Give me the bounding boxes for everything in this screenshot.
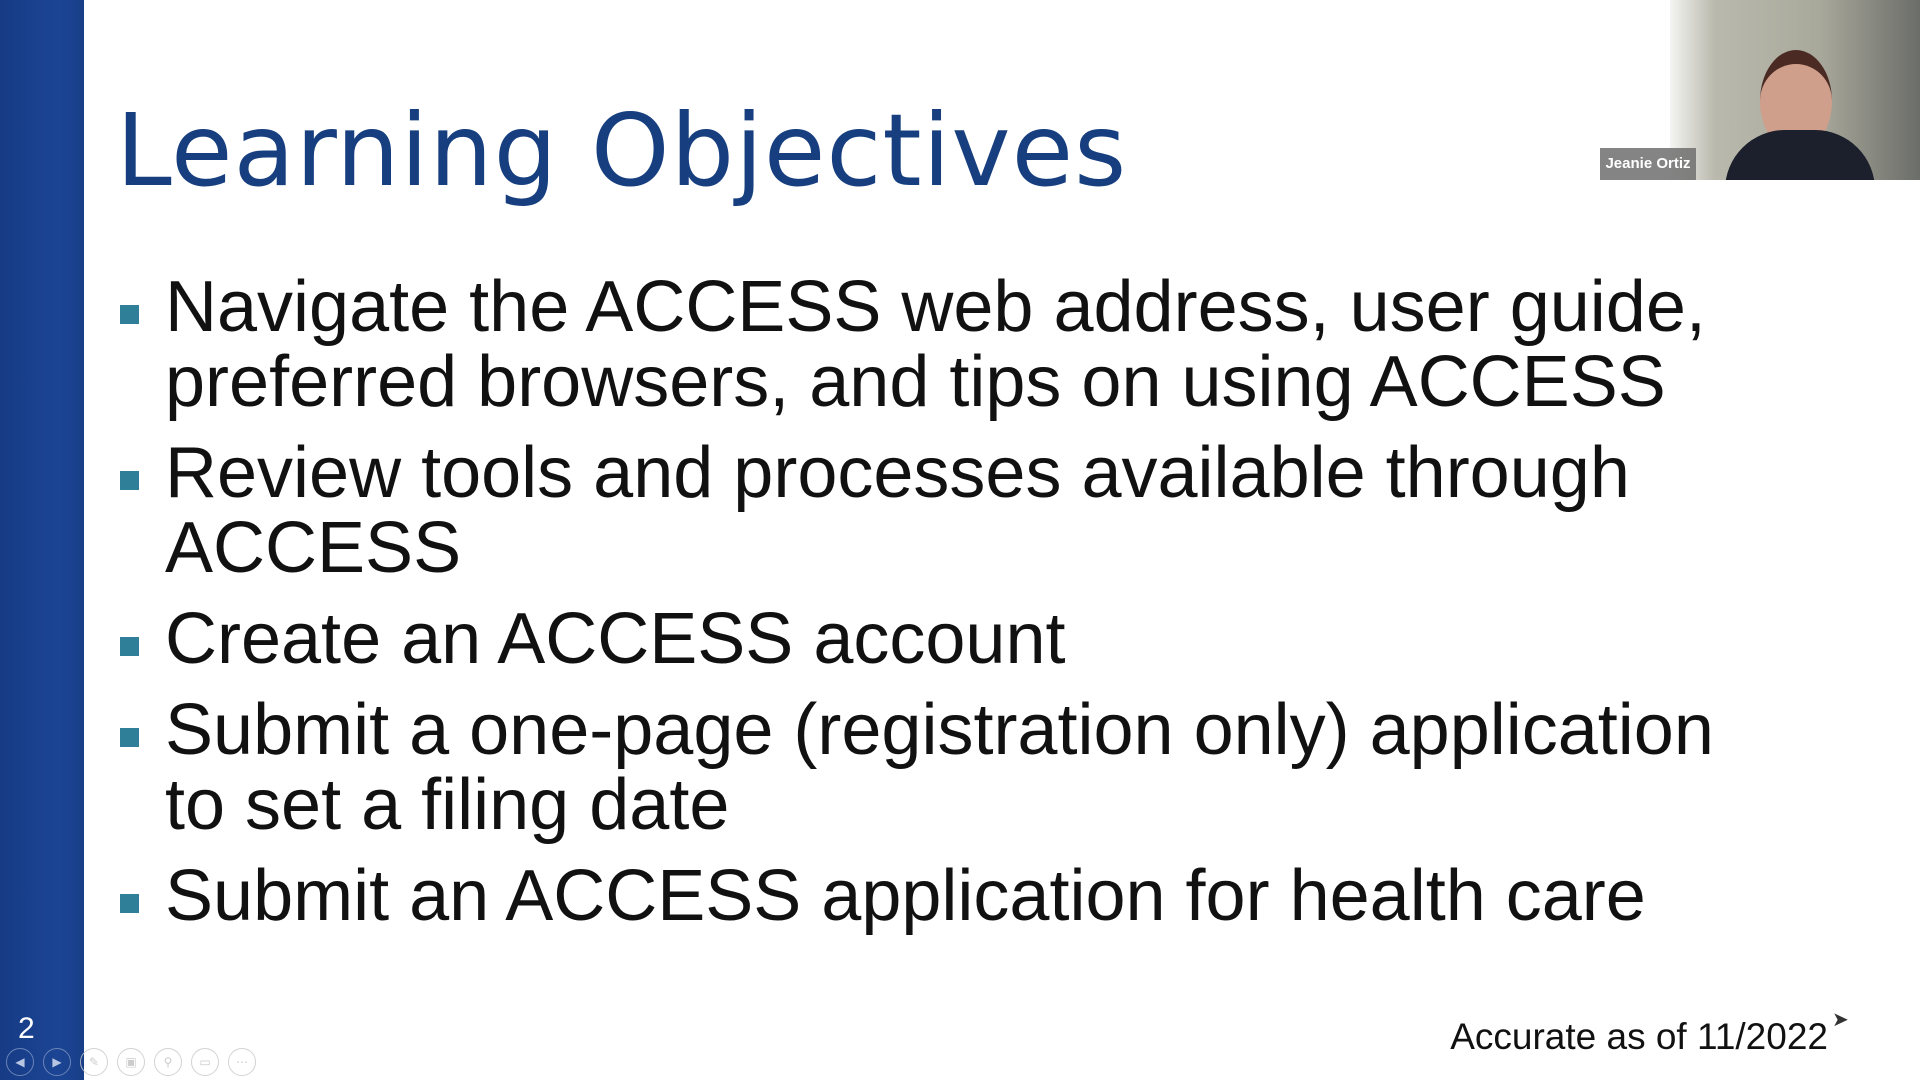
slide-title: Learning Objectives <box>116 92 1128 209</box>
previous-slide-button[interactable]: ◀ <box>6 1048 34 1076</box>
bullet-square-icon <box>120 471 139 490</box>
list-item <box>120 690 1760 845</box>
subtitles-icon[interactable]: ▭ <box>191 1048 219 1076</box>
bullet-square-icon <box>120 305 139 324</box>
bullet-square-icon <box>120 728 139 747</box>
zoom-icon[interactable]: ⚲ <box>154 1048 182 1076</box>
bullet-text: Navigate the ACCESS web address, user guide, preferred browsers, and tips on using ACCESS <box>165 267 1706 422</box>
bullet-text: Submit a one-page (registration only) application to set a filing date <box>165 690 1714 845</box>
next-slide-button[interactable]: ▶ <box>43 1048 71 1076</box>
bullet-text: Create an ACCESS account <box>165 599 1066 679</box>
slideshow-controls <box>6 1048 256 1076</box>
list-item <box>120 856 1760 936</box>
more-icon[interactable]: ⋯ <box>228 1048 256 1076</box>
slide-number: 2 <box>18 1012 35 1045</box>
slide-side-bar <box>0 0 84 1080</box>
webcam-video[interactable] <box>1670 0 1920 180</box>
list-item <box>120 433 1760 588</box>
bullet-square-icon <box>120 637 139 656</box>
pen-icon[interactable]: ✎ <box>80 1048 108 1076</box>
objectives-list <box>120 267 1760 950</box>
list-item <box>120 267 1760 422</box>
mouse-cursor-icon: ➤ <box>1832 1009 1849 1031</box>
bullet-text: Submit an ACCESS application for health care <box>165 856 1646 936</box>
list-item <box>120 599 1760 679</box>
presenter-body <box>1725 130 1875 180</box>
participant-name-label: Jeanie Ortiz <box>1600 148 1696 180</box>
slides-icon[interactable]: ▣ <box>117 1048 145 1076</box>
bullet-square-icon <box>120 894 139 913</box>
accuracy-note: Accurate as of 11/2022 <box>1450 1016 1828 1057</box>
bullet-text: Review tools and processes available through ACCESS <box>165 433 1630 588</box>
